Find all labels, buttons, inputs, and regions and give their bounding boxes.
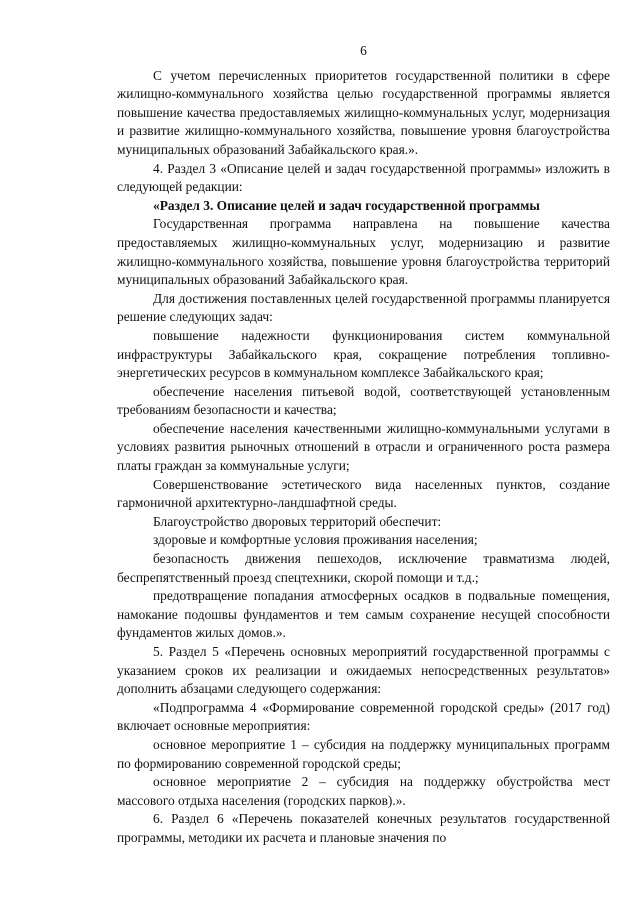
paragraph-task-services: обеспечение населения качественными жилищно-коммунальными услугами в условиях развития рыночных отношений в отрасли и ограниченного роста размера платы граждан за коммунальные услуги; (117, 420, 610, 474)
paragraph-courtyards-safety: безопасность движения пешеходов, исключение травматизма людей, беспрепятственный проезд спецтехники, скорой помощи и т.д.; (117, 551, 610, 585)
paragraph-measure-2: основное мероприятие 2 – субсидия на поддержку обустройства мест массового отдыха населения (городских парков).». (117, 774, 610, 808)
section-3-heading: «Раздел 3. Описание целей и задач государственной программы (153, 197, 540, 213)
paragraph-program-aim: Государственная программа направлена на повышение качества предоставляемых жилищно-коммунальных услуг, модернизацию и развитие жилищно-коммунального хозяйства, повышение уровня благоустройства территорий муниципальных образований Забайкальского края. (117, 216, 610, 288)
paragraph-courtyards-health: здоровые и комфортные условия проживания населения; (153, 532, 478, 548)
page-number: 6 (360, 43, 367, 58)
paragraph-task-water: обеспечение населения питьевой водой, соответствующей установленным требованиям безопасности и качества; (117, 383, 610, 418)
document-page (117, 42, 610, 848)
paragraph-item-4: 4. Раздел 3 «Описание целей и задач государственной программы» изложить в следующей редакции: (117, 160, 610, 195)
paragraph-priorities: С учетом перечисленных приоритетов государственной политики в сфере жилищно-коммунального хозяйства целью государственной программы является повышение качества предоставляемых жилищно-коммунальных услуг, модернизация и развитие жилищно-коммунального хозяйства, повышение уровня благоустройства муниципальных образований Забайкальского края.». (117, 67, 610, 157)
paragraph-courtyards-foundations: предотвращение попадания атмосферных осадков в подвальные помещения, намокание подошвы фундаментов и тем самым сохранение несущей способности фундаментов жилых домов.». (117, 588, 610, 641)
paragraph-tasks-intro: Для достижения поставленных целей государственной программы планируется решение следующих задач: (117, 290, 610, 325)
paragraph-subprogram-4: «Подпрограмма 4 «Формирование современной городской среды» (2017 год) включает основные мероприятия: (117, 699, 610, 734)
paragraph-item-5: 5. Раздел 5 «Перечень основных мероприятий государственной программы с указанием сроков их реализации и ожидаемых непосредственных результатов» дополнить абзацами следующего содержания: (117, 644, 610, 697)
paragraph-task-aesthetics: Совершенствование эстетического вида населенных пунктов, создание гармоничной архитектурно-ландшафтной среды. (117, 476, 610, 511)
paragraph-measure-1: основное мероприятие 1 – субсидия на поддержку муниципальных программ по формированию современной городской среды; (117, 736, 610, 771)
paragraph-task-reliability: повышение надежности функционирования систем коммунальной инфраструктуры Забайкальского края, сокращение потребления топливно-энергетических ресурсов в коммунальном комплексе Забайкальского края; (117, 327, 610, 381)
paragraph-courtyards-intro: Благоустройство дворовых территорий обеспечит: (153, 513, 442, 529)
paragraph-item-6: 6. Раздел 6 «Перечень показателей конечных результатов государственной программы, методики их расчета и плановые значения по (117, 811, 610, 845)
